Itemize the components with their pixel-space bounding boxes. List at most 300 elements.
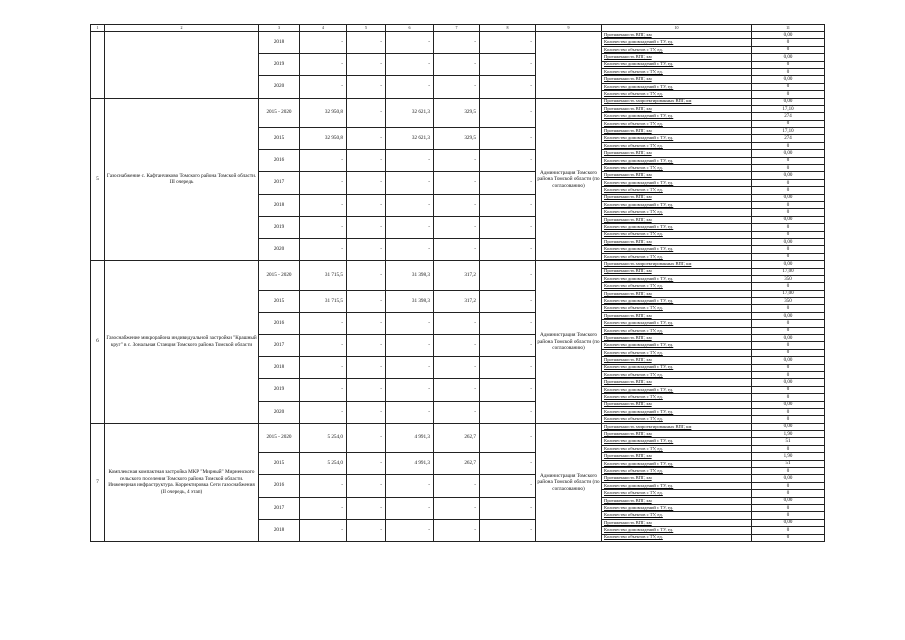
indicator-value: 0 <box>752 68 825 75</box>
indicator-value: 0,00 <box>752 216 825 223</box>
total-cell: - <box>300 194 347 216</box>
federal-cell: - <box>347 423 386 453</box>
local-cell: 317,2 <box>434 290 480 312</box>
total-cell: - <box>300 401 347 423</box>
executor-cell: Администрация Томского района Томской области (по согласованию) <box>536 261 602 424</box>
indicator-label: Количество объектов с ТУ, ед. <box>602 91 752 98</box>
total-cell: 5 254,0 <box>300 423 347 453</box>
column-number: 4 <box>300 25 347 32</box>
indicator-value: 1,90 <box>752 431 825 438</box>
indicator-label: Количество объектов с ТУ, ед. <box>602 253 752 260</box>
local-cell: 317,2 <box>434 261 480 291</box>
table-row <box>91 261 825 268</box>
regional-cell: - <box>386 150 434 172</box>
indicator-label: Количество объектов с ТУ, ед. <box>602 209 752 216</box>
indicator-label: Количество объектов с ТУ, ед. <box>602 231 752 238</box>
indicator-value: 0,00 <box>752 238 825 245</box>
total-cell: - <box>300 172 347 194</box>
project-name-cell <box>105 32 259 99</box>
indicator-value: 0,00 <box>752 379 825 386</box>
indicator-label: Количество объектов с ТУ, ед. <box>602 46 752 53</box>
regional-cell: - <box>386 312 434 334</box>
indicator-value: 0 <box>752 246 825 253</box>
federal-cell: - <box>347 98 386 128</box>
indicator-label: Количество домовладений с ТУ, ед. <box>602 157 752 164</box>
indicator-value: 0,00 <box>752 150 825 157</box>
indicator-value: 274 <box>752 135 825 142</box>
federal-cell: - <box>347 453 386 475</box>
indicator-value: 0 <box>752 482 825 489</box>
total-cell: - <box>300 32 347 54</box>
indicator-value: 0 <box>752 320 825 327</box>
executor-cell: Администрация Томского района Томской области (по согласованию) <box>536 423 602 541</box>
federal-cell: - <box>347 497 386 519</box>
local-cell: - <box>434 497 480 519</box>
other-cell: - <box>480 401 536 423</box>
regional-cell: - <box>386 76 434 98</box>
indicator-label: Протяженность запроектированных ВПГ, км <box>602 98 752 105</box>
indicator-label: Количество объектов с ТУ, ед. <box>602 187 752 194</box>
indicator-value: 0,00 <box>752 497 825 504</box>
indicator-value: 0 <box>752 349 825 356</box>
indicator-value: 0,00 <box>752 357 825 364</box>
local-cell: - <box>434 54 480 76</box>
regional-cell: - <box>386 519 434 541</box>
indicator-label: Количество домовладений с ТУ, ед. <box>602 224 752 231</box>
indicator-value: 0,00 <box>752 261 825 268</box>
other-cell: - <box>480 54 536 76</box>
regional-cell: - <box>386 357 434 379</box>
indicator-label: Количество объектов с ТУ, ед. <box>602 68 752 75</box>
indicator-label: Протяженность ВПГ, км <box>602 32 752 39</box>
total-cell: - <box>300 150 347 172</box>
indicator-label: Протяженность ВПГ, км <box>602 475 752 482</box>
other-cell: - <box>480 32 536 54</box>
project-name-cell: Газоснабжение микрорайона индивидуальной застройки "Крашный круг" в с. Зональная Станция Томского района Томской области <box>105 261 259 424</box>
other-cell: - <box>480 290 536 312</box>
indicator-label: Протяженность ВПГ, км <box>602 335 752 342</box>
total-cell: - <box>300 519 347 541</box>
year-cell: 2017 <box>259 335 300 357</box>
federal-cell: - <box>347 357 386 379</box>
indicator-value: 274 <box>752 113 825 120</box>
total-cell: - <box>300 379 347 401</box>
indicator-label: Протяженность ВПГ, км <box>602 128 752 135</box>
other-cell: - <box>480 98 536 128</box>
indicator-label: Протяженность ВПГ, км <box>602 379 752 386</box>
indicator-value: 17,00 <box>752 290 825 297</box>
other-cell: - <box>480 497 536 519</box>
indicator-value: 0 <box>752 142 825 149</box>
indicator-label: Количество домовладений с ТУ, ед. <box>602 438 752 445</box>
indicator-label: Количество домовладений с ТУ, ед. <box>602 135 752 142</box>
local-cell: - <box>434 216 480 238</box>
program-table <box>90 24 825 542</box>
indicator-label: Протяженность ВПГ, км <box>602 497 752 504</box>
indicator-label: Протяженность ВПГ, км <box>602 150 752 157</box>
indicator-value: 0,00 <box>752 194 825 201</box>
other-cell: - <box>480 423 536 453</box>
indicator-label: Количество объектов с ТУ, ед. <box>602 142 752 149</box>
indicator-value: 0,00 <box>752 32 825 39</box>
indicator-value: 0 <box>752 231 825 238</box>
other-cell: - <box>480 194 536 216</box>
indicator-label: Протяженность ВПГ, км <box>602 238 752 245</box>
indicator-value: 0 <box>752 512 825 519</box>
federal-cell: - <box>347 238 386 260</box>
local-cell: 262,7 <box>434 423 480 453</box>
indicator-label: Количество домовладений с ТУ, ед. <box>602 39 752 46</box>
indicator-label: Количество объектов с ТУ, ед. <box>602 512 752 519</box>
federal-cell: - <box>347 150 386 172</box>
total-cell: 32 950,8 <box>300 98 347 128</box>
indicator-label: Количество домовладений с ТУ, ед. <box>602 275 752 282</box>
indicator-label: Протяженность ВПГ, км <box>602 519 752 526</box>
year-cell: 2015 - 2020 <box>259 98 300 128</box>
year-cell: 2020 <box>259 76 300 98</box>
regional-cell: - <box>386 54 434 76</box>
local-cell: - <box>434 76 480 98</box>
regional-cell: 31 398,3 <box>386 261 434 291</box>
indicator-label: Протяженность ВПГ, км <box>602 312 752 319</box>
regional-cell: 31 398,3 <box>386 290 434 312</box>
indicator-label: Протяженность ВПГ, км <box>602 172 752 179</box>
indicator-label: Протяженность ВПГ, км <box>602 54 752 61</box>
indicator-label: Протяженность ВПГ, км <box>602 357 752 364</box>
other-cell: - <box>480 475 536 497</box>
indicator-value: 1,90 <box>752 453 825 460</box>
project-name-cell: Газоснабжение с. Кафтанчиково Томского района Томской области. III очередь <box>105 98 259 261</box>
federal-cell: - <box>347 335 386 357</box>
federal-cell: - <box>347 54 386 76</box>
local-cell: 329,5 <box>434 98 480 128</box>
year-cell: 2019 <box>259 379 300 401</box>
indicator-value: 0 <box>752 527 825 534</box>
year-cell: 2015 <box>259 453 300 475</box>
total-cell: - <box>300 238 347 260</box>
regional-cell: 32 621,3 <box>386 128 434 150</box>
other-cell: - <box>480 453 536 475</box>
row-number-cell <box>91 32 105 99</box>
indicator-label: Количество объектов с ТУ, ед. <box>602 416 752 423</box>
indicator-label: Количество домовладений с ТУ, ед. <box>602 113 752 120</box>
local-cell: - <box>434 357 480 379</box>
indicator-value: 0 <box>752 416 825 423</box>
indicator-value: 0 <box>752 157 825 164</box>
other-cell: - <box>480 519 536 541</box>
indicator-label: Количество домовладений с ТУ, ед. <box>602 364 752 371</box>
indicator-value: 0,00 <box>752 423 825 430</box>
total-cell: - <box>300 54 347 76</box>
document-page <box>90 24 824 542</box>
federal-cell: - <box>347 475 386 497</box>
other-cell: - <box>480 312 536 334</box>
local-cell: - <box>434 172 480 194</box>
column-number: 2 <box>105 25 259 32</box>
indicator-label: Количество домовладений с ТУ, ед. <box>602 246 752 253</box>
indicator-value: 0 <box>752 327 825 334</box>
year-cell: 2018 <box>259 32 300 54</box>
federal-cell: - <box>347 216 386 238</box>
indicator-value: 0 <box>752 283 825 290</box>
year-cell: 2015 <box>259 290 300 312</box>
indicator-value: 0 <box>752 46 825 53</box>
year-cell: 2020 <box>259 401 300 423</box>
indicator-label: Количество домовладений с ТУ, ед. <box>602 179 752 186</box>
other-cell: - <box>480 261 536 291</box>
indicator-label: Количество объектов с ТУ, ед. <box>602 490 752 497</box>
year-cell: 2019 <box>259 54 300 76</box>
indicator-label: Количество домовладений с ТУ, ед. <box>602 342 752 349</box>
indicator-value: 17,00 <box>752 268 825 275</box>
indicator-value: 0 <box>752 408 825 415</box>
year-cell: 2017 <box>259 172 300 194</box>
total-cell: 31 715,5 <box>300 261 347 291</box>
indicator-value: 0 <box>752 165 825 172</box>
row-number-cell: 5 <box>91 98 105 261</box>
regional-cell: - <box>386 401 434 423</box>
total-cell: - <box>300 357 347 379</box>
regional-cell: - <box>386 379 434 401</box>
year-cell: 2015 - 2020 <box>259 261 300 291</box>
indicator-value: 0 <box>752 91 825 98</box>
regional-cell: 32 621,3 <box>386 98 434 128</box>
column-number: 1 <box>91 25 105 32</box>
total-cell: 32 950,8 <box>300 128 347 150</box>
indicator-label: Количество объектов с ТУ, ед. <box>602 120 752 127</box>
indicator-value: 0 <box>752 120 825 127</box>
year-cell: 2016 <box>259 312 300 334</box>
indicator-label: Протяженность ВПГ, км <box>602 453 752 460</box>
regional-cell: - <box>386 335 434 357</box>
indicator-value: 0,00 <box>752 98 825 105</box>
column-number: 6 <box>386 25 434 32</box>
indicator-label: Количество домовладений с ТУ, ед. <box>602 201 752 208</box>
local-cell: - <box>434 32 480 54</box>
table-row <box>91 32 825 39</box>
indicator-label: Количество домовладений с ТУ, ед. <box>602 482 752 489</box>
indicator-label: Количество домовладений с ТУ, ед. <box>602 505 752 512</box>
federal-cell: - <box>347 261 386 291</box>
indicator-label: Протяженность ВПГ, км <box>602 431 752 438</box>
local-cell: - <box>434 519 480 541</box>
indicator-value: 0 <box>752 394 825 401</box>
column-number: 7 <box>434 25 480 32</box>
federal-cell: - <box>347 128 386 150</box>
indicator-label: Протяженность ВПГ, км <box>602 268 752 275</box>
indicator-value: 0 <box>752 253 825 260</box>
column-number: 11 <box>752 25 825 32</box>
indicator-label: Количество объектов с ТУ, ед. <box>602 394 752 401</box>
indicator-label: Количество домовладений с ТУ, ед. <box>602 386 752 393</box>
indicator-value: 0 <box>752 61 825 68</box>
other-cell: - <box>480 357 536 379</box>
indicator-label: Количество домовладений с ТУ, ед. <box>602 61 752 68</box>
indicator-value: 0,00 <box>752 401 825 408</box>
other-cell: - <box>480 379 536 401</box>
indicator-label: Протяженность запроектированных ВПГ, км <box>602 261 752 268</box>
indicator-label: Количество объектов с ТУ, ед. <box>602 165 752 172</box>
regional-cell: - <box>386 32 434 54</box>
indicator-value: 350 <box>752 298 825 305</box>
indicator-label: Количество объектов с ТУ, ед. <box>602 327 752 334</box>
regional-cell: - <box>386 475 434 497</box>
year-cell: 2019 <box>259 216 300 238</box>
table-body <box>91 25 825 542</box>
regional-cell: 4 991,3 <box>386 423 434 453</box>
year-cell: 2015 <box>259 128 300 150</box>
total-cell: - <box>300 312 347 334</box>
executor-cell: Администрация Томского района Томской области (по согласованию) <box>536 98 602 261</box>
year-cell: 2018 <box>259 194 300 216</box>
table-row <box>91 98 825 105</box>
indicator-value: 0 <box>752 490 825 497</box>
local-cell: - <box>434 379 480 401</box>
indicator-value: 0 <box>752 83 825 90</box>
other-cell: - <box>480 128 536 150</box>
federal-cell: - <box>347 172 386 194</box>
local-cell: 262,7 <box>434 453 480 475</box>
column-number-row <box>91 25 825 32</box>
indicator-value: 0,00 <box>752 54 825 61</box>
regional-cell: - <box>386 216 434 238</box>
indicator-value: 51 <box>752 438 825 445</box>
indicator-value: 0 <box>752 364 825 371</box>
indicator-label: Количество объектов с ТУ, ед. <box>602 305 752 312</box>
year-cell: 2016 <box>259 150 300 172</box>
indicator-value: 0 <box>752 505 825 512</box>
indicator-value: 0 <box>752 305 825 312</box>
indicator-value: 0 <box>752 224 825 231</box>
year-cell: 2020 <box>259 238 300 260</box>
indicator-value: 0 <box>752 209 825 216</box>
indicator-label: Количество объектов с ТУ, ед. <box>602 468 752 475</box>
indicator-value: 0 <box>752 468 825 475</box>
other-cell: - <box>480 216 536 238</box>
regional-cell: - <box>386 497 434 519</box>
total-cell: 31 715,5 <box>300 290 347 312</box>
other-cell: - <box>480 335 536 357</box>
indicator-label: Количество домовладений с ТУ, ед. <box>602 298 752 305</box>
indicator-label: Протяженность ВПГ, км <box>602 76 752 83</box>
indicator-value: 51 <box>752 460 825 467</box>
other-cell: - <box>480 172 536 194</box>
indicator-value: 0 <box>752 201 825 208</box>
other-cell: - <box>480 76 536 98</box>
local-cell: - <box>434 312 480 334</box>
indicator-value: 17,10 <box>752 128 825 135</box>
indicator-label: Количество домовладений с ТУ, ед. <box>602 460 752 467</box>
indicator-label: Протяженность ВПГ, км <box>602 216 752 223</box>
row-number-cell: 6 <box>91 261 105 424</box>
regional-cell: - <box>386 238 434 260</box>
indicator-value: 0 <box>752 386 825 393</box>
indicator-value: 0,00 <box>752 519 825 526</box>
total-cell: - <box>300 216 347 238</box>
federal-cell: - <box>347 76 386 98</box>
row-number-cell: 7 <box>91 423 105 541</box>
indicator-value: 0 <box>752 342 825 349</box>
total-cell: - <box>300 475 347 497</box>
local-cell: - <box>434 401 480 423</box>
other-cell: - <box>480 238 536 260</box>
indicator-value: 350 <box>752 275 825 282</box>
indicator-label: Количество объектов с ТУ, ед. <box>602 283 752 290</box>
year-cell: 2015 - 2020 <box>259 423 300 453</box>
indicator-label: Количество объектов с ТУ, ед. <box>602 349 752 356</box>
year-cell: 2016 <box>259 475 300 497</box>
indicator-label: Количество объектов с ТУ, ед. <box>602 534 752 541</box>
indicator-label: Количество объектов с ТУ, ед. <box>602 445 752 452</box>
local-cell: - <box>434 335 480 357</box>
column-number: 10 <box>602 25 752 32</box>
table-row <box>91 423 825 430</box>
total-cell: - <box>300 76 347 98</box>
other-cell: - <box>480 150 536 172</box>
total-cell: - <box>300 497 347 519</box>
federal-cell: - <box>347 519 386 541</box>
indicator-value: 0 <box>752 371 825 378</box>
indicator-value: 0 <box>752 534 825 541</box>
indicator-label: Количество домовладений с ТУ, ед. <box>602 527 752 534</box>
federal-cell: - <box>347 401 386 423</box>
federal-cell: - <box>347 194 386 216</box>
federal-cell: - <box>347 312 386 334</box>
column-number: 3 <box>259 25 300 32</box>
total-cell: 5 254,0 <box>300 453 347 475</box>
column-number: 9 <box>536 25 602 32</box>
local-cell: - <box>434 150 480 172</box>
indicator-value: 0 <box>752 445 825 452</box>
regional-cell: - <box>386 172 434 194</box>
indicator-value: 0 <box>752 39 825 46</box>
indicator-value: 0,00 <box>752 335 825 342</box>
year-cell: 2018 <box>259 519 300 541</box>
regional-cell: 4 991,3 <box>386 453 434 475</box>
indicator-label: Протяженность ВПГ, км <box>602 194 752 201</box>
indicator-value: 0 <box>752 179 825 186</box>
indicator-label: Протяженность ВПГ, км <box>602 290 752 297</box>
indicator-label: Протяженность ВПГ, км <box>602 105 752 112</box>
indicator-label: Протяженность запроектированных ВПГ, км <box>602 423 752 430</box>
indicator-label: Количество объектов с ТУ, ед. <box>602 371 752 378</box>
indicator-label: Количество домовладений с ТУ, ед. <box>602 320 752 327</box>
indicator-value: 0,00 <box>752 76 825 83</box>
year-cell: 2018 <box>259 357 300 379</box>
federal-cell: - <box>347 290 386 312</box>
indicator-value: 0 <box>752 187 825 194</box>
executor-cell <box>536 32 602 99</box>
indicator-value: 0,00 <box>752 312 825 319</box>
federal-cell: - <box>347 379 386 401</box>
indicator-label: Количество домовладений с ТУ, ед. <box>602 408 752 415</box>
project-name-cell: Комплексная компактная застройка МКР "Мирный" Мирненского сельского поселения Томского района Томской области. Инженерная инфраструктура. Корректировка Сети газоснабжения (II очередь, 4 этап) <box>105 423 259 541</box>
indicator-label: Количество домовладений с ТУ, ед. <box>602 83 752 90</box>
column-number: 8 <box>480 25 536 32</box>
year-cell: 2017 <box>259 497 300 519</box>
indicator-value: 0,00 <box>752 475 825 482</box>
local-cell: - <box>434 475 480 497</box>
local-cell: - <box>434 238 480 260</box>
total-cell: - <box>300 335 347 357</box>
regional-cell: - <box>386 194 434 216</box>
indicator-value: 0,00 <box>752 172 825 179</box>
local-cell: 329,5 <box>434 128 480 150</box>
federal-cell: - <box>347 32 386 54</box>
column-number: 5 <box>347 25 386 32</box>
indicator-value: 17,10 <box>752 105 825 112</box>
local-cell: - <box>434 194 480 216</box>
